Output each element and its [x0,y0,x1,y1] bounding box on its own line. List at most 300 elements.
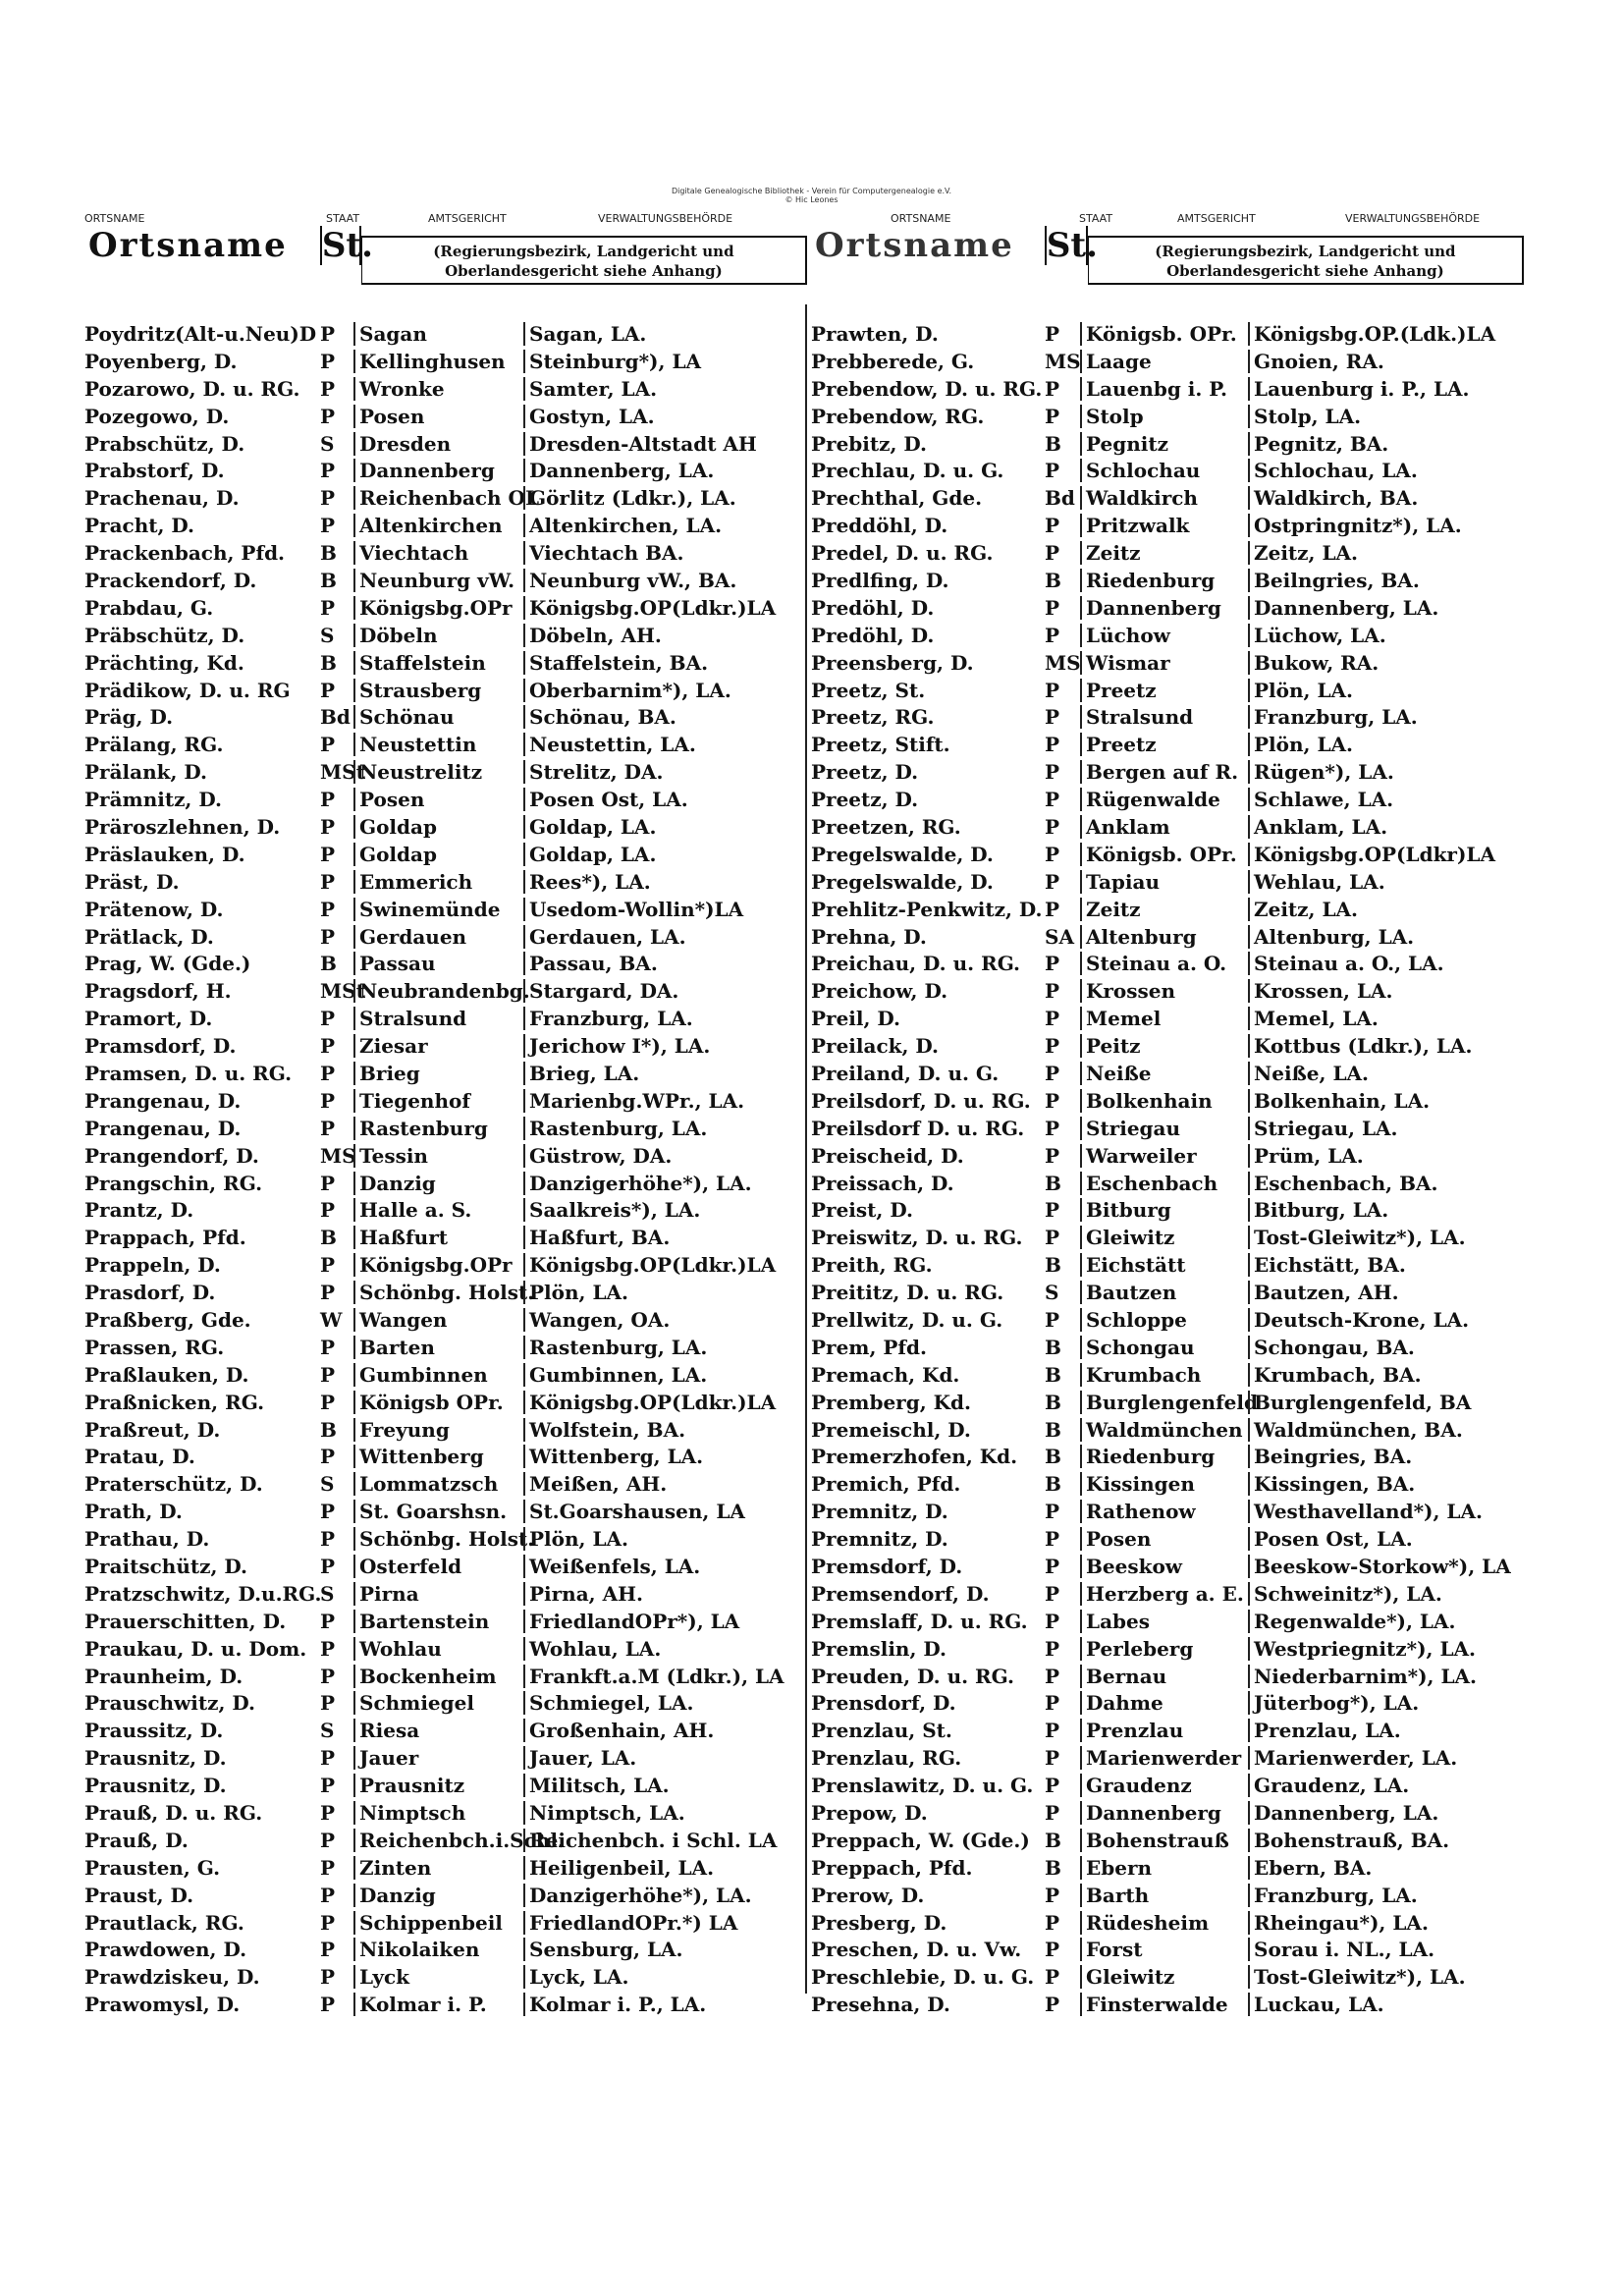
table-row [807,1170,1524,1197]
staat-cell: P [1045,541,1060,566]
verwaltung-cell: St.Goarshausen, LA [523,1500,807,1523]
ortsname-cell: Praterschütz, D. [84,1472,263,1497]
verwaltung-cell: Königsbg.OP(Ldkr.)LA [523,1253,807,1277]
staat-cell: P [1045,1746,1060,1771]
ortsname-cell: Prätlack, D. [84,924,214,949]
amtsgericht-cell: Krumbach [1080,1363,1248,1387]
amtsgericht-cell: Perleberg [1080,1637,1248,1661]
verwaltung-cell: Rügen*), LA. [1248,760,1524,784]
staat-cell: P [1045,788,1060,812]
verwaltung-cell: Danzigerhöhe*), LA. [523,1884,807,1907]
staat-cell: P [1045,678,1060,702]
amtsgericht-cell: Dahme [1080,1691,1248,1715]
table-row [81,1224,807,1251]
table-row [81,1470,807,1498]
verwaltung-cell: Lüchow, LA. [1248,624,1524,647]
verwaltung-cell: Schlawe, LA. [1248,788,1524,811]
amtsgericht-cell: Brieg [353,1062,523,1085]
ortsname-cell: Präg, D. [84,705,174,730]
ortsname-cell: Prantz, D. [84,1198,194,1223]
ortsname-cell: Pozegowo, D. [84,404,230,428]
ortsname-cell: Prabdau, G. [84,595,214,620]
amtsgericht-cell: Dresden [353,432,523,456]
amtsgericht-cell: Jauer [353,1746,523,1770]
table-row [81,677,807,704]
table-row [81,1717,807,1744]
amtsgericht-cell: Gleiwitz [1080,1965,1248,1989]
verwaltung-cell: Sensburg, LA. [523,1938,807,1961]
table-row [81,1744,807,1772]
label-staat: STAAT [1079,212,1113,225]
amtsgericht-cell: Stralsund [353,1007,523,1030]
ortsname-cell: Premich, Pfd. [811,1472,961,1497]
verwaltung-cell: Großenhain, AH. [523,1719,807,1742]
amtsgericht-cell: Königsb OPr. [353,1391,523,1414]
table-row [807,320,1524,348]
staat-cell: P [320,788,336,812]
ortsname-cell: Preith, RG. [811,1253,933,1278]
staat-cell: S [320,623,335,647]
amtsgericht-cell: Pirna [353,1582,523,1606]
ortsname-cell: Pregelswalde, D. [811,842,994,866]
verwaltung-cell: Schlochau, LA. [1248,459,1524,482]
verwaltung-cell: Lauenburg i. P., LA. [1248,377,1524,401]
staat-cell: P [320,1527,336,1552]
staat-cell: P [1045,1308,1060,1332]
staat-cell: P [1045,1691,1060,1716]
table-row [81,1334,807,1361]
ortsname-cell: Praunheim, D. [84,1664,243,1688]
staat-cell: P [1045,842,1060,866]
verwaltung-cell: Königsbg.OP.(Ldk.)LA [1248,322,1524,346]
table-row [807,1005,1524,1032]
amtsgericht-cell: Bergen auf R. [1080,760,1248,784]
amtsgericht-cell: Forst [1080,1938,1248,1961]
staat-cell: P [1045,1636,1060,1661]
verwaltung-cell: Westpriegnitz*), LA. [1248,1637,1524,1661]
table-row [807,375,1524,403]
ortsname-cell: Pramsdorf, D. [84,1034,237,1059]
amtsgericht-cell: Preetz [1080,733,1248,756]
ortsname-cell: Preetz, Stift. [811,733,950,757]
table-row [807,512,1524,539]
ortsname-cell: Pratzschwitz, D.u.RG. [84,1581,322,1606]
ortsname-cell: Premsdorf, D. [811,1555,963,1579]
left-column-block [81,226,807,2018]
ortsname-cell: Preilsdorf D. u. RG. [811,1116,1025,1140]
amtsgericht-cell: Memel [1080,1007,1248,1030]
amtsgericht-cell: Finsterwalde [1080,1993,1248,2016]
table-row [807,1854,1524,1882]
verwaltung-cell: Neiße, LA. [1248,1062,1524,1085]
ortsname-cell: Prachenau, D. [84,486,240,511]
staat-cell: P [1045,705,1060,730]
amtsgericht-cell: Neunburg vW. [353,569,523,592]
table-row [807,1991,1524,2018]
staat-cell: P [320,595,336,620]
ortsname-cell: Preetz, RG. [811,705,935,730]
table-row [81,375,807,403]
verwaltung-cell: Oberbarnim*), LA. [523,679,807,702]
table-row [807,594,1524,622]
table-row [807,1389,1524,1416]
table-row [81,649,807,677]
verwaltung-cell: Usedom-Wollin*)LA [523,898,807,921]
amtsgericht-cell: Stolp [1080,405,1248,428]
amtsgericht-cell: Schloppe [1080,1308,1248,1332]
ortsname-cell: Prechthal, Gde. [811,486,983,511]
amtsgericht-cell: Anklam [1080,815,1248,839]
amtsgericht-cell: Bockenheim [353,1665,523,1688]
table-row [81,348,807,375]
amtsgericht-cell: Schlochau [1080,459,1248,482]
amtsgericht-cell: Viechtach [353,541,523,565]
table-row [807,950,1524,977]
ortsname-cell: Prälank, D. [84,760,208,785]
amtsgericht-cell: Steinau a. O. [1080,952,1248,975]
right-table-rows [807,320,1524,2018]
table-row [807,758,1524,786]
staat-cell: Bd [1045,486,1075,511]
ortsname-cell: Prabstorf, D. [84,459,225,483]
left-table-rows [81,320,807,2018]
verwaltung-cell: Wolfstein, BA. [523,1418,807,1442]
ortsname-cell: Prausnitz, D. [84,1774,227,1798]
watermark [0,187,1623,204]
amtsgericht-cell: Lauenbg i. P. [1080,377,1248,401]
label-ortsname: ORTSNAME [891,212,951,225]
ortsname-cell: Prappeln, D. [84,1253,221,1278]
ortsname-cell: Preil, D. [811,1007,901,1031]
staat-cell: P [320,1198,336,1223]
verwaltung-cell: Dannenberg, LA. [1248,1801,1524,1825]
verwaltung-cell: Posen Ost, LA. [523,788,807,811]
table-row [81,1635,807,1663]
staat-cell: P [1045,595,1060,620]
table-row [807,1197,1524,1225]
verwaltung-cell: Bautzen, AH. [1248,1281,1524,1304]
verwaltung-cell: Anklam, LA. [1248,815,1524,839]
amtsgericht-cell: Striegau [1080,1117,1248,1140]
table-row [807,1224,1524,1251]
staat-cell: P [1045,1034,1060,1059]
staat-cell: MS [1045,650,1081,675]
watermark-line-2: © Hic Leones [784,195,839,204]
verwaltung-cell: Ebern, BA. [1248,1856,1524,1880]
verwaltung-cell: Tost-Gleiwitz*), LA. [1248,1965,1524,1989]
ortsname-cell: Prackenbach, Pfd. [84,541,286,566]
ortsname-cell: Prausten, G. [84,1855,221,1880]
ortsname-cell: Praukau, D. u. Dom. [84,1636,307,1661]
table-row [807,1525,1524,1553]
table-row [81,1882,807,1909]
ortsname-cell: Presberg, D. [811,1910,947,1935]
ortsname-cell: Preiland, D. u. G. [811,1061,1000,1085]
ortsname-cell: Premerzhofen, Kd. [811,1445,1018,1469]
staat-cell: S [320,1719,335,1743]
verwaltung-cell: Gerdauen, LA. [523,925,807,949]
verwaltung-cell: Heiligenbeil, LA. [523,1856,807,1880]
table-row [807,1279,1524,1306]
table-row [81,1772,807,1799]
staat-cell: B [1045,1335,1061,1359]
amtsgericht-cell: Freyung [353,1418,523,1442]
verwaltung-cell: Neunburg vW., BA. [523,569,807,592]
verwaltung-cell: Prüm, LA. [1248,1144,1524,1168]
ortsname-cell: Praßnicken, RG. [84,1390,265,1414]
verwaltung-cell: Schmiegel, LA. [523,1691,807,1715]
ortsname-cell: Preilack, D. [811,1034,940,1059]
header-ortsname: Ortsname [88,226,288,265]
verwaltung-cell: Zeitz, LA. [1248,898,1524,921]
verwaltung-cell: Wangen, OA. [523,1308,807,1332]
staat-cell: P [1045,1500,1060,1524]
table-row [81,1991,807,2018]
staat-cell: P [320,1500,336,1524]
ortsname-cell: Preiswitz, D. u. RG. [811,1226,1023,1250]
staat-cell: P [320,1636,336,1661]
ortsname-cell: Presehna, D. [811,1993,950,2017]
verwaltung-cell: Eichstätt, BA. [1248,1253,1524,1277]
ortsname-cell: Prauß, D. [84,1828,189,1852]
staat-cell: B [1045,1417,1061,1442]
amtsgericht-cell: Neustettin [353,733,523,756]
amtsgericht-cell: Kolmar i. P. [353,1993,523,2016]
staat-cell: B [320,952,337,976]
ortsname-cell: Praitschütz, D. [84,1555,248,1579]
verwaltung-cell: Gostyn, LA. [523,405,807,428]
staat-cell: P [320,1088,336,1113]
amtsgericht-cell: Wangen [353,1308,523,1332]
verwaltung-cell: Görlitz (Ldkr.), LA. [523,486,807,510]
ortsname-cell: Predöhl, D. [811,623,935,647]
table-row [807,1032,1524,1060]
staat-cell: B [1045,1362,1061,1387]
staat-cell: P [320,842,336,866]
staat-cell: P [1045,979,1060,1004]
label-amtsgericht: AMTSGERICHT [428,212,507,225]
ortsname-cell: Premach, Kd. [811,1362,960,1387]
staat-cell: P [1045,623,1060,647]
right-column-block [807,226,1524,2018]
header-reg-line-2: Oberlandesgericht siehe Anhang) [1166,262,1444,280]
table-row [81,1115,807,1142]
ortsname-cell: Preititz, D. u. RG. [811,1281,1004,1305]
ortsname-cell: Prasdorf, D. [84,1281,216,1305]
ortsname-cell: Premslaff, D. u. RG. [811,1609,1028,1633]
staat-cell: P [1045,1581,1060,1606]
header-staat: St. [321,226,373,265]
amtsgericht-cell: Neustrelitz [353,760,523,784]
ortsname-cell: Premnitz, D. [811,1500,948,1524]
ortsname-cell: Preichau, D. u. RG. [811,952,1021,976]
ortsname-cell: Premslin, D. [811,1636,947,1661]
ortsname-cell: Praßberg, Gde. [84,1308,251,1332]
ortsname-cell: Prangenau, D. [84,1116,242,1140]
table-row [807,457,1524,484]
staat-cell: P [320,1910,336,1935]
verwaltung-cell: Striegau, LA. [1248,1117,1524,1140]
verwaltung-cell: Jerichow I*), LA. [523,1034,807,1058]
staat-cell: MSt [320,979,365,1004]
staat-cell: P [1045,760,1060,785]
table-row [81,594,807,622]
verwaltung-cell: Ostpringnitz*), LA. [1248,514,1524,537]
table-row [807,1772,1524,1799]
ortsname-cell: Premeischl, D. [811,1417,971,1442]
table-row [81,977,807,1005]
verwaltung-cell: Sagan, LA. [523,322,807,346]
amtsgericht-cell: Emmerich [353,870,523,894]
staat-cell: P [1045,404,1060,428]
table-row [81,868,807,896]
column-labels-right [891,212,1542,226]
verwaltung-cell: Meißen, AH. [523,1472,807,1496]
verwaltung-cell: Viechtach BA. [523,541,807,565]
staat-cell: B [1045,1828,1061,1852]
amtsgericht-cell: Schippenbeil [353,1911,523,1935]
ortsname-cell: Praßlauken, D. [84,1362,249,1387]
amtsgericht-cell: Neubrandenbg. [353,979,523,1003]
staat-cell: P [320,1171,336,1195]
verwaltung-cell: Altenkirchen, LA. [523,514,807,537]
ortsname-cell: Prauß, D. u. RG. [84,1801,263,1826]
header-reg-line-1: (Regierungsbezirk, Landgericht und [433,243,734,260]
table-row [81,1963,807,1991]
staat-cell: B [1045,1472,1061,1497]
verwaltung-cell: Westhavelland*), LA. [1248,1500,1524,1523]
verwaltung-cell: Goldap, LA. [523,843,807,866]
staat-cell: P [1045,1910,1060,1935]
verwaltung-cell: Kottbus (Ldkr.), LA. [1248,1034,1524,1058]
staat-cell: P [1045,1938,1060,1962]
table-row [81,1032,807,1060]
label-verwaltungsbehoerde: VERWALTUNGSBEHÖRDE [1345,212,1481,225]
verwaltung-cell: Königsbg.OP(Ldkr.)LA [523,1391,807,1414]
table-row [81,1937,807,1964]
amtsgericht-cell: Barth [1080,1884,1248,1907]
ortsname-cell: Prebendow, D. u. RG. [811,376,1043,401]
watermark-line-1: Digitale Genealogische Bibliothek - Verein für Computergenealogie e.V. [671,187,952,195]
ortsname-cell: Prechlau, D. u. G. [811,459,1004,483]
table-row [807,1963,1524,1991]
amtsgericht-cell: Lüchow [1080,624,1248,647]
table-row [807,430,1524,458]
staat-cell: P [320,897,336,921]
header-reg-line-1: (Regierungsbezirk, Landgericht und [1155,243,1456,260]
ortsname-cell: Pozarowo, D. u. RG. [84,376,300,401]
staat-cell: P [1045,1774,1060,1798]
amtsgericht-cell: Beeskow [1080,1555,1248,1578]
amtsgericht-cell: Lyck [353,1965,523,1989]
verwaltung-cell: Plön, LA. [523,1527,807,1551]
table-row [807,1142,1524,1170]
amtsgericht-cell: Rüdesheim [1080,1911,1248,1935]
table-row [81,1525,807,1553]
staat-cell: MS [1045,349,1081,373]
ortsname-cell: Prädikow, D. u. RG [84,678,291,702]
ortsname-cell: Premnitz, D. [811,1527,948,1552]
staat-cell: P [320,1664,336,1688]
amtsgericht-cell: Döbeln [353,624,523,647]
table-row [81,320,807,348]
verwaltung-cell: Dresden-Altstadt AH [523,432,807,456]
ortsname-cell: Prebberede, G. [811,349,975,373]
staat-cell: P [320,1281,336,1305]
table-row [807,703,1524,731]
ortsname-cell: Prenslawitz, D. u. G. [811,1774,1034,1798]
staat-cell: B [1045,1253,1061,1278]
table-row [807,1882,1524,1909]
amtsgericht-cell: Barten [353,1336,523,1359]
verwaltung-cell: Prenzlau, LA. [1248,1719,1524,1742]
staat-cell: P [1045,1664,1060,1688]
staat-cell: P [1045,1609,1060,1633]
verwaltung-cell: Wehlau, LA. [1248,870,1524,894]
table-row [807,1744,1524,1772]
staat-cell: P [1045,733,1060,757]
verwaltung-cell: Waldkirch, BA. [1248,486,1524,510]
verwaltung-cell: Schongau, BA. [1248,1336,1524,1359]
staat-cell: B [320,1226,337,1250]
left-table-header [81,226,807,304]
ortsname-cell: Prawdziskeu, D. [84,1965,260,1990]
amtsgericht-cell: Staffelstein [353,651,523,675]
verwaltung-cell: Bohenstrauß, BA. [1248,1829,1524,1852]
verwaltung-cell: Plön, LA. [1248,679,1524,702]
amtsgericht-cell: Königsb. OPr. [1080,843,1248,866]
verwaltung-cell: Steinau a. O., LA. [1248,952,1524,975]
verwaltung-cell: Bukow, RA. [1248,651,1524,675]
staat-cell: P [1045,1198,1060,1223]
verwaltung-cell: Haßfurt, BA. [523,1226,807,1249]
table-row [807,539,1524,567]
staat-cell: P [320,349,336,373]
ortsname-cell: Prauerschitten, D. [84,1609,287,1633]
amtsgericht-cell: Bernau [1080,1665,1248,1688]
verwaltung-cell: Königsbg.OP(Ldkr)LA [1248,843,1524,866]
verwaltung-cell: Beingries, BA. [1248,1445,1524,1468]
amtsgericht-cell: Rügenwalde [1080,788,1248,811]
header-staat: St. [1046,226,1098,265]
amtsgericht-cell: Wittenberg [353,1445,523,1468]
ortsname-cell: Prebitz, D. [811,431,927,456]
staat-cell: S [320,1472,335,1497]
amtsgericht-cell: Posen [353,788,523,811]
amtsgericht-cell: Schongau [1080,1336,1248,1359]
ortsname-cell: Prämnitz, D. [84,788,222,812]
table-row [81,1416,807,1444]
amtsgericht-cell: Swinemünde [353,898,523,921]
table-row [807,1827,1524,1854]
verwaltung-cell: Schönau, BA. [523,705,807,729]
amtsgericht-cell: Nikolaiken [353,1938,523,1961]
amtsgericht-cell: Schönbg. Holst. [353,1281,523,1304]
amtsgericht-cell: Neiße [1080,1062,1248,1085]
table-row [807,923,1524,951]
table-row [807,868,1524,896]
amtsgericht-cell: Posen [1080,1527,1248,1551]
staat-cell: P [320,814,336,839]
table-row [807,1909,1524,1937]
staat-cell: P [320,733,336,757]
table-row [807,1416,1524,1444]
amtsgericht-cell: Schmiegel [353,1691,523,1715]
ortsname-cell: Prem, Pfd. [811,1335,927,1359]
amtsgericht-cell: Kissingen [1080,1472,1248,1496]
table-row [81,1444,807,1471]
amtsgericht-cell: Bitburg [1080,1198,1248,1222]
